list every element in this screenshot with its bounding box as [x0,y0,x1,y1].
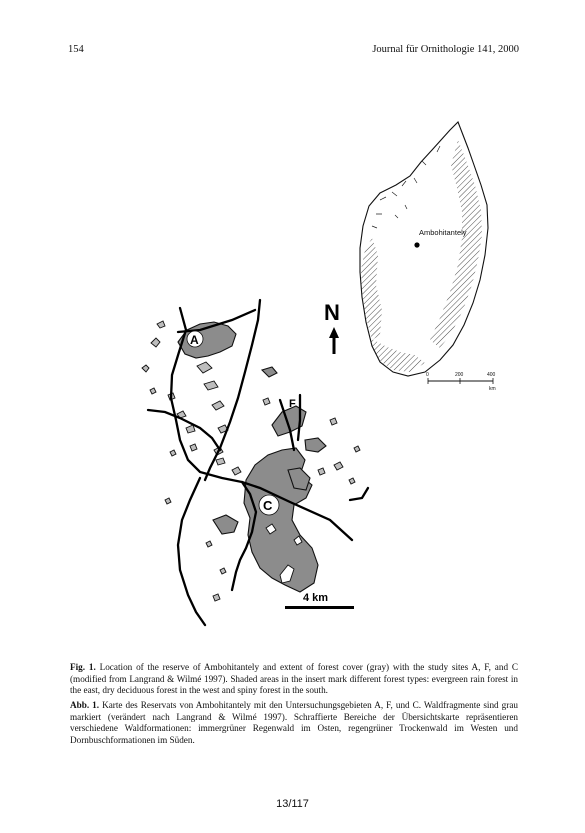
inset-scale-tick: 0 [426,372,429,378]
inset-scale-tick: 400 [487,372,496,378]
caption-en-text: Location of the reserve of Ambohitantely and extent of forest cover (gray) with the study sites A, F, and C (modified from Langrand & Wilmé 1997). Shaded areas in the insert mark different forest types: evergreen rain forest in the east, dry deciduous forest in the west and spiny forest in the south. [70,662,518,696]
caption-de-text: Karte des Reservats von Ambohitantely mit den Untersuchungsgebieten A, F, und C. Waldfragmente sind grau markiert (verändert nach Langrand & Wilmé 1997). Schraffierte Bereiche der Übersichtskarte repräsentieren verschiedene Waldformationen: immergrüner Regenwald im Osten, regengrüner Trockenwald im Westen und Dornbuschformationen im Süden. [70,700,518,745]
inset-scale-tick: 200 [455,372,464,378]
site-c-label: C [263,498,273,513]
page-indicator: 13/117 [276,798,309,810]
inset-location-label: Ambohitantely [419,228,467,237]
north-label: N [324,300,340,325]
inset-scale-unit: km [489,386,496,392]
forest-fragments [178,322,326,592]
page-number: 154 [68,44,84,55]
journal-title: Journal für Ornithologie 141, 2000 [372,44,519,55]
scale-label: 4 km [303,592,329,604]
caption-en-label: Fig. 1. [70,662,96,672]
madagascar-inset [360,122,496,392]
map-scale-bar [285,592,354,609]
caption-german [70,700,518,746]
site-a-marker [187,331,203,347]
caption-english [70,662,518,697]
site-a-label: A [190,333,199,347]
north-arrow [324,300,340,354]
ambohitantely-dot [414,242,419,247]
site-c-marker [259,495,279,515]
inset-scale-bar [426,372,496,392]
caption-de-label: Abb. 1. [70,700,100,710]
site-f-label: F [289,398,296,410]
